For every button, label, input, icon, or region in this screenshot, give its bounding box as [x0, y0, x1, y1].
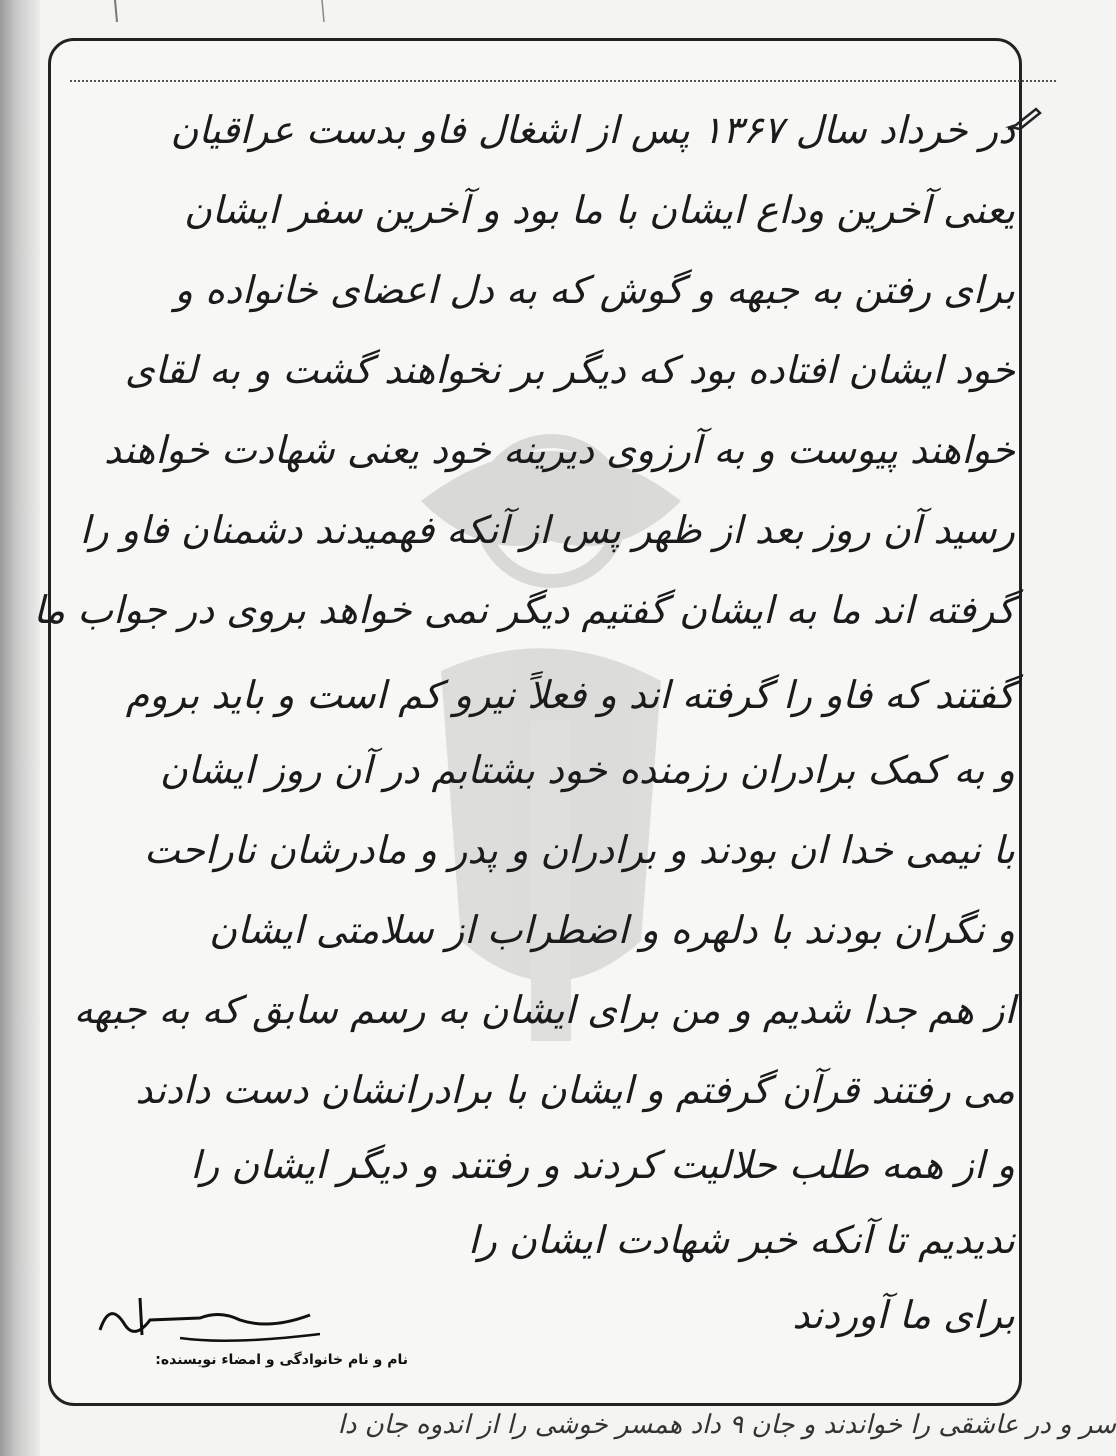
- handwritten-line: و به کمک برادران رزمنده خود بشتابم در آن روز ایشان: [159, 748, 1015, 792]
- handwritten-line: در خرداد سال ۱۳۶۷ پس از اشغال فاو بدست عراقیان: [170, 108, 1015, 152]
- handwritten-line: گرفته اند ما به ایشان گفتیم دیگر نمی خواهد بروی در جواب ما: [33, 588, 1015, 632]
- handwritten-line: ندیدیم تا آنکه خبر شهادت ایشان را: [467, 1218, 1015, 1262]
- handwritten-line: گفتند که فاو را گرفته اند و فعلاً نیرو کم است و باید بروم: [125, 673, 1015, 717]
- handwritten-line: می رفتند قرآن گرفتم و ایشان با برادرانشان دست دادند: [135, 1068, 1015, 1112]
- author-signature: [80, 1290, 340, 1350]
- handwritten-line: برای ما آوردند: [792, 1293, 1015, 1337]
- handwritten-line: یعنی آخرین وداع ایشان با ما بود و آخرین سفر ایشان: [183, 188, 1015, 232]
- header-dotted-line: [70, 80, 1056, 82]
- author-name-label: نام و نام خانوادگی و امضاء نویسنده:: [155, 1352, 408, 1368]
- handwritten-line: و از همه طلب حلالیت کردند و رفتند و دیگر ایشان را: [190, 1143, 1015, 1187]
- handwritten-line: و نگران بودند با دلهره و اضطراب از سلامتی ایشان: [209, 908, 1015, 952]
- next-page-bleed-text: سر و در عاشقی را خواندند و جان ۹ داد همسر خوشی را از اندوه جان دا: [337, 1410, 1116, 1440]
- handwritten-line: رسید آن روز بعد از ظهر پس از آنکه فهمیدند دشمنان فاو را: [79, 508, 1015, 552]
- scan-marks: [110, 0, 410, 22]
- handwritten-line: خواهند پیوست و به آرزوی دیرینه خود یعنی شهادت خواهند: [103, 428, 1015, 472]
- handwritten-line: با نیمی خدا ان بودند و برادران و پدر و مادرشان ناراحت: [144, 828, 1015, 872]
- handwritten-line: برای رفتن به جبهه و گوش که به دل اعضای خانواده و: [174, 268, 1015, 312]
- handwritten-line: از هم جدا شدیم و من برای ایشان به رسم سابق که به جبهه: [73, 988, 1015, 1032]
- handwritten-line: خود ایشان افتاده بود که دیگر بر نخواهند گشت و به لقای: [124, 348, 1015, 392]
